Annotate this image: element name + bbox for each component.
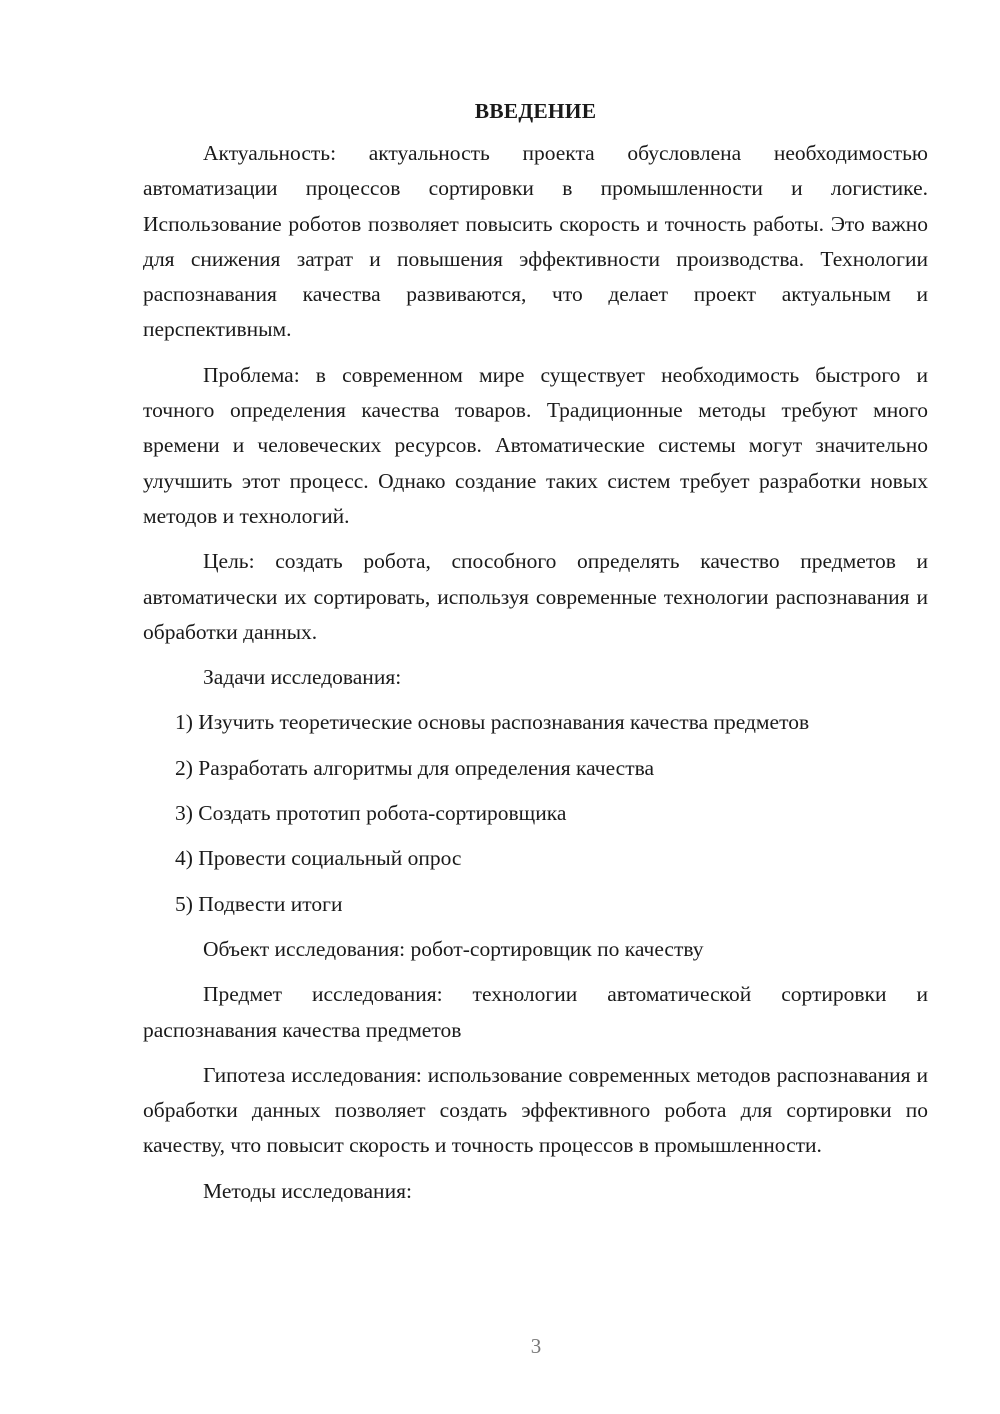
problem-paragraph: Проблема: в современном мире существует необходимость быстрого и точного определения качества товаров. Традиционные методы требуют много времени и человеческих ресурсов. Автоматические системы могут значительно улучшить этот процесс. Однако создание таких систем требует разработки новых методов и технологий. xyxy=(143,362,928,528)
tasks-heading: Задачи исследования: xyxy=(203,665,402,690)
list-item: 5) Подвести итоги xyxy=(175,891,343,916)
list-item: 1) Изучить теоретические основы распознавания качества предметов xyxy=(175,710,810,735)
object-line: Объект исследования: робот-сортировщик по качеству xyxy=(203,936,704,961)
list-item: 3) Создать прототип робота-сортировщика xyxy=(175,801,567,826)
page-content xyxy=(143,96,928,1219)
subject-paragraph: Предмет исследования: технологии автоматической сортировки и распознавания качества предметов xyxy=(143,982,928,1042)
goal-paragraph: Цель: создать робота, способного определять качество предметов и автоматически их сортировать, используя современные технологии распознавания и обработки данных. xyxy=(143,549,928,644)
methods-heading: Методы исследования: xyxy=(203,1178,412,1203)
list-item: 4) Провести социальный опрос xyxy=(175,846,462,871)
hypothesis-paragraph: Гипотеза исследования: использование современных методов распознавания и обработки данных позволяет создать эффективного робота для сортировки по качеству, что повысит скорость и точность процессов в промышленности. xyxy=(143,1062,928,1158)
relevance-paragraph: Актуальность: актуальность проекта обусловлена необходимостью автоматизации процессов сортировки в промышленности и логистике. Использование роботов позволяет повысить скорость и точность работы. Это важно для снижения затрат и повышения эффективности производства. Технологии распознавания качества развиваются, что делает проект актуальным и перспективным. xyxy=(143,141,928,342)
page-title: ВВЕДЕНИЕ xyxy=(474,99,597,123)
list-item: 2) Разработать алгоритмы для определения качества xyxy=(175,755,655,780)
page-number: 3 xyxy=(530,1334,542,1358)
tasks-list xyxy=(143,705,928,921)
